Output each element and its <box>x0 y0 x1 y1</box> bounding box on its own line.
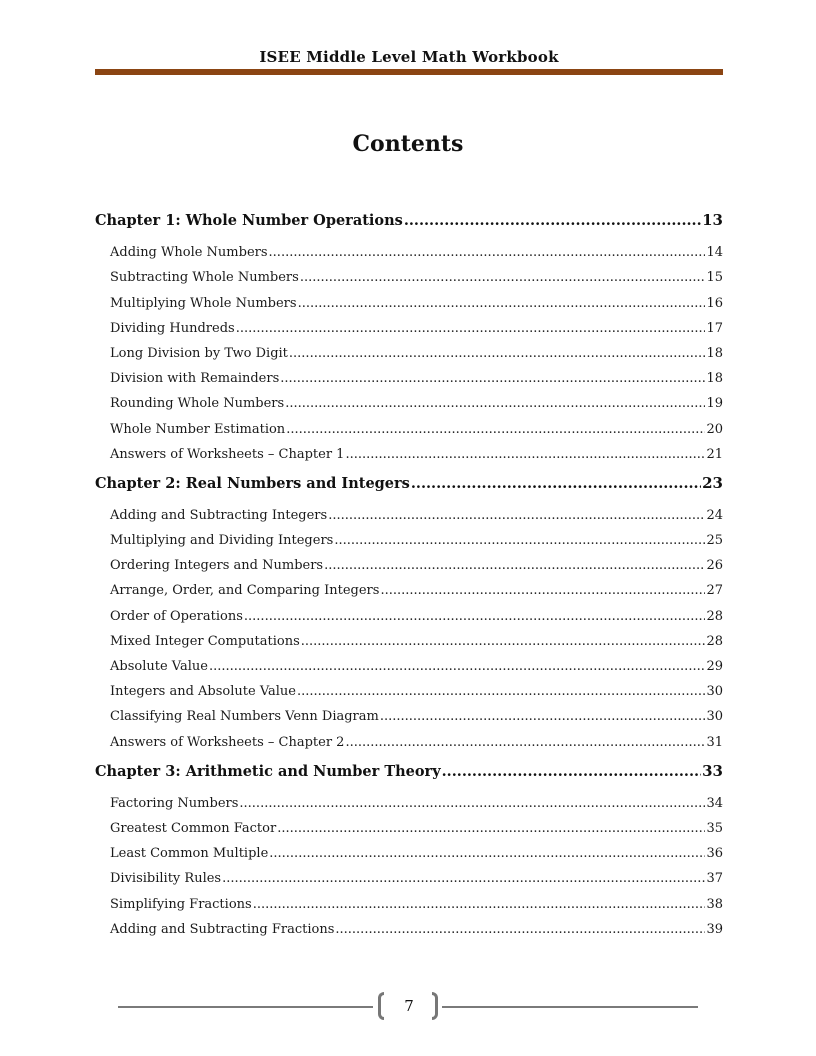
toc-entry-page: 21 <box>706 446 723 462</box>
toc-chapter-entry[interactable] <box>95 199 723 229</box>
toc-section-entry[interactable] <box>95 836 723 861</box>
toc-entry-page: 18 <box>706 371 723 387</box>
toc-entry-label: Divisibility Rules <box>110 871 222 887</box>
toc-entry-label: Order of Operations <box>110 608 243 624</box>
toc-entry-page: 34 <box>706 795 723 811</box>
toc-entry-label: Answers of Worksheets – Chapter 2 <box>110 734 345 750</box>
toc-section-entry[interactable] <box>95 235 723 260</box>
toc-section-entry[interactable] <box>95 724 723 749</box>
toc-dot-leader <box>269 846 705 861</box>
page-number-bracket-left <box>378 992 384 1020</box>
toc-entry-page: 17 <box>706 320 723 336</box>
toc-entry-label: Arrange, Order, and Comparing Integers <box>110 583 380 599</box>
toc-dot-leader <box>209 659 705 674</box>
toc-entry-label: Chapter 3: Arithmetic and Number Theory <box>95 762 441 780</box>
toc-dot-leader <box>345 447 705 462</box>
toc-entry-label: Ordering Integers and Numbers <box>110 558 324 574</box>
toc-dot-leader <box>253 897 706 912</box>
page-number: 7 <box>404 997 414 1015</box>
toc-dot-leader <box>286 422 705 437</box>
toc-entry-page: 31 <box>706 734 723 750</box>
toc-section-entry[interactable] <box>95 886 723 911</box>
toc-dot-leader <box>335 922 705 937</box>
toc-dot-leader <box>301 634 706 649</box>
toc-entry-label: Chapter 1: Whole Number Operations <box>95 212 403 229</box>
toc-dot-leader <box>297 684 705 699</box>
toc-entry-page: 38 <box>706 896 723 912</box>
toc-section-entry[interactable] <box>95 674 723 699</box>
toc-dot-leader <box>269 245 706 260</box>
toc-dot-leader <box>324 558 705 573</box>
toc-entry-page: 37 <box>706 871 723 887</box>
toc-entry-label: Subtracting Whole Numbers <box>110 270 299 286</box>
toc-entry-label: Greatest Common Factor <box>110 820 277 836</box>
toc-section-entry[interactable] <box>95 437 723 462</box>
toc-entry-label: Mixed Integer Computations <box>110 633 300 649</box>
toc-entry-page: 24 <box>706 507 723 523</box>
toc-section-entry[interactable] <box>95 861 723 886</box>
footer-rule-right <box>442 1006 698 1008</box>
toc-dot-leader <box>345 735 705 750</box>
toc-dot-leader <box>236 321 706 336</box>
toc-dot-leader <box>300 270 706 285</box>
toc-entry-page: 28 <box>706 608 723 624</box>
toc-entry-page: 25 <box>706 533 723 549</box>
toc-entry-label: Multiplying and Dividing Integers <box>110 533 334 549</box>
toc-dot-leader <box>244 609 706 624</box>
toc-section-entry[interactable] <box>95 498 723 523</box>
toc-dot-leader <box>380 583 705 598</box>
toc-dot-leader <box>404 212 701 229</box>
toc-section-entry[interactable] <box>95 260 723 285</box>
toc-entry-page: 20 <box>706 421 723 437</box>
toc-chapter-entry[interactable] <box>95 750 723 780</box>
toc-entry-label: Adding and Subtracting Integers <box>110 507 328 523</box>
toc-entry-page: 26 <box>706 558 723 574</box>
toc-section-entry[interactable] <box>95 598 723 623</box>
toc-dot-leader <box>334 533 705 548</box>
toc-entry-page: 30 <box>706 684 723 700</box>
toc-entry-page: 13 <box>702 211 723 229</box>
footer-rule-left <box>118 1006 373 1008</box>
toc-dot-leader <box>298 296 706 311</box>
toc-entry-label: Chapter 2: Real Numbers and Integers <box>95 474 410 492</box>
toc-entry-page: 36 <box>706 846 723 862</box>
page-number-bracket-right <box>432 992 438 1020</box>
toc-dot-leader <box>289 346 706 361</box>
toc-entry-page: 33 <box>702 761 723 780</box>
toc-dot-leader <box>239 796 705 811</box>
toc-section-entry[interactable] <box>95 786 723 811</box>
toc-section-entry[interactable] <box>95 311 723 336</box>
toc-entry-label: Adding and Subtracting Fractions <box>110 921 335 937</box>
toc-entry-page: 23 <box>702 473 723 492</box>
toc-section-entry[interactable] <box>95 573 723 598</box>
toc-dot-leader <box>380 709 706 724</box>
toc-section-entry[interactable] <box>95 361 723 386</box>
toc-entry-page: 39 <box>706 921 723 937</box>
toc-entry-label: Division with Remainders <box>110 371 280 387</box>
toc-dot-leader <box>280 371 705 386</box>
toc-entry-page: 15 <box>706 270 723 286</box>
toc-section-entry[interactable] <box>95 411 723 436</box>
toc-entry-page: 16 <box>706 295 723 311</box>
toc-dot-leader <box>222 871 705 886</box>
toc-entry-page: 29 <box>706 659 723 674</box>
toc-entry-label: Adding Whole Numbers <box>110 245 268 261</box>
running-header: ISEE Middle Level Math Workbook <box>259 48 559 66</box>
toc-entry-label: Simplifying Fractions <box>110 896 252 912</box>
toc-section-entry[interactable] <box>95 548 723 573</box>
toc-section-entry[interactable] <box>95 699 723 724</box>
toc-section-entry[interactable] <box>95 386 723 411</box>
toc-entry-page: 18 <box>706 345 723 361</box>
page-title: Contents <box>352 131 464 157</box>
toc-entry-label: Factoring Numbers <box>110 795 239 811</box>
toc-section-entry[interactable] <box>95 624 723 649</box>
toc-dot-leader <box>411 475 701 492</box>
toc-entry-label: Long Division by Two Digit <box>110 345 288 361</box>
toc-entry-page: 30 <box>706 709 723 725</box>
toc-entry-label: Whole Number Estimation <box>110 421 286 437</box>
toc-section-entry[interactable] <box>95 649 723 674</box>
toc-section-entry[interactable] <box>95 285 723 310</box>
toc-section-entry[interactable] <box>95 912 723 937</box>
toc-section-entry[interactable] <box>95 336 723 361</box>
header-rule <box>95 69 723 75</box>
toc-entry-label: Answers of Worksheets – Chapter 1 <box>110 446 345 462</box>
toc-entry-label: Dividing Hundreds <box>110 320 235 336</box>
toc-entry-label: Least Common Multiple <box>110 846 269 862</box>
toc-chapter-entry[interactable] <box>95 462 723 492</box>
toc-entry-label: Multiplying Whole Numbers <box>110 295 297 311</box>
toc-entry-page: 35 <box>706 820 723 836</box>
table-of-contents <box>95 199 723 937</box>
toc-dot-leader <box>285 396 705 411</box>
toc-section-entry[interactable] <box>95 523 723 548</box>
toc-entry-label: Integers and Absolute Value <box>110 684 296 700</box>
toc-dot-leader <box>442 763 702 780</box>
toc-entry-page: 28 <box>706 633 723 649</box>
toc-section-entry[interactable] <box>95 811 723 836</box>
toc-entry-label: Rounding Whole Numbers <box>110 396 285 412</box>
toc-entry-page: 14 <box>706 245 723 261</box>
toc-entry-label: Classifying Real Numbers Venn Diagram <box>110 709 379 725</box>
toc-entry-page: 27 <box>706 583 723 599</box>
toc-entry-label: Absolute Value <box>110 659 208 674</box>
toc-dot-leader <box>328 508 705 523</box>
toc-dot-leader <box>277 821 705 836</box>
toc-entry-page: 19 <box>706 396 723 412</box>
